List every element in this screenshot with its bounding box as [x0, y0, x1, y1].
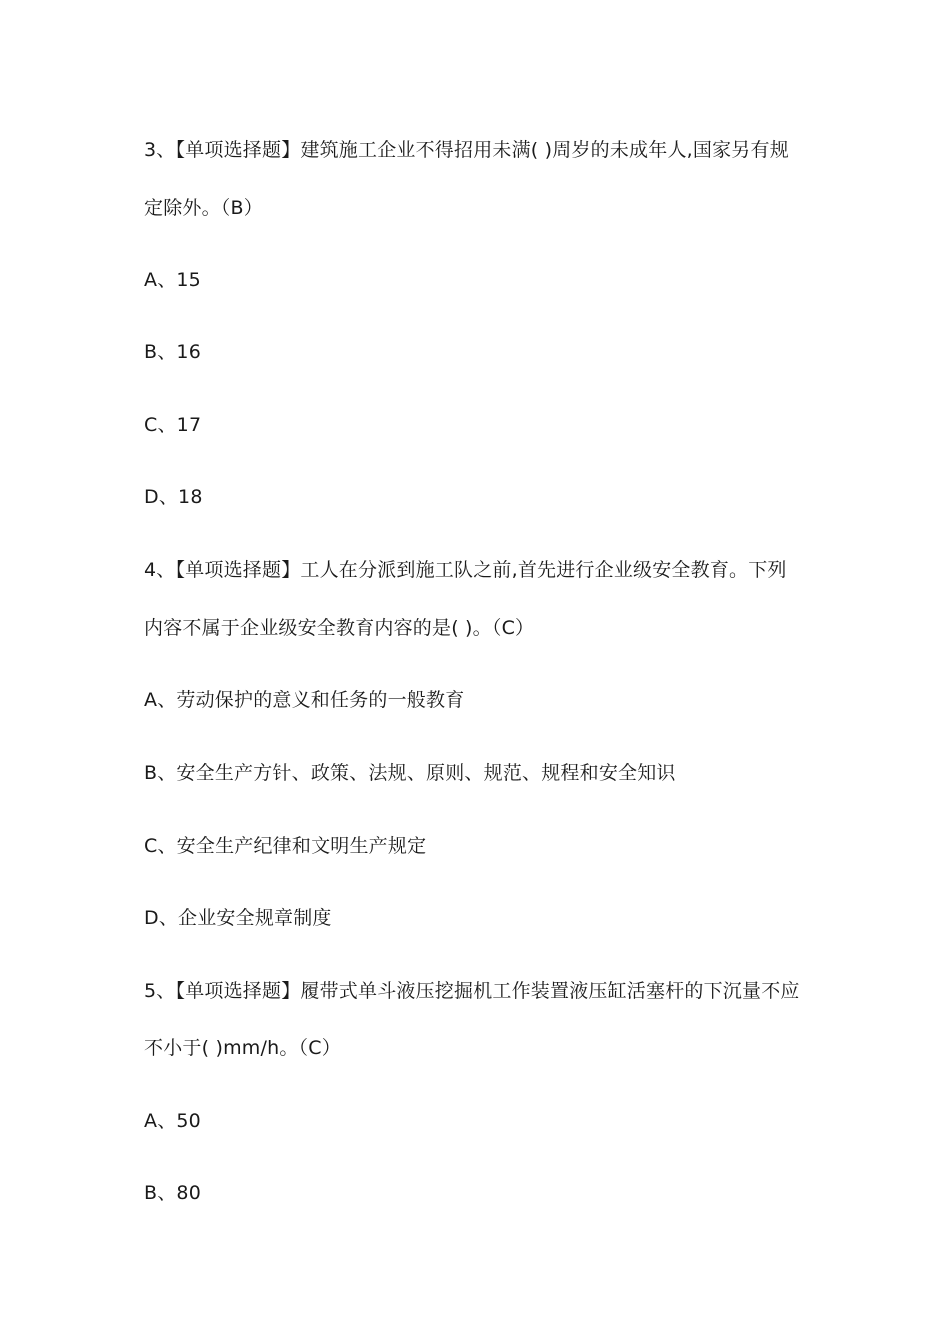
question-4-option-c: C、安全生产纪律和文明生产规定 — [144, 835, 427, 857]
question-3-stem-line-2: 定除外。（B） — [144, 197, 263, 219]
question-3-option-a: A、15 — [144, 269, 201, 291]
question-4-stem-line-1: 4、【单项选择题】工人在分派到施工队之前,首先进行企业级安全教育。下列 — [144, 559, 787, 581]
question-4-stem-line-2: 内容不属于企业级安全教育内容的是( )。（C） — [144, 617, 535, 639]
question-3-option-c: C、17 — [144, 414, 202, 436]
question-5-option-b: B、80 — [144, 1182, 202, 1204]
question-4-option-a: A、劳动保护的意义和任务的一般教育 — [144, 689, 465, 711]
question-4-option-d: D、企业安全规章制度 — [144, 907, 332, 929]
question-5-option-a: A、50 — [144, 1110, 201, 1132]
question-3-option-d: D、18 — [144, 486, 203, 508]
question-4-option-b: B、安全生产方针、政策、法规、原则、规范、规程和安全知识 — [144, 762, 676, 784]
question-5-stem-line-1: 5、【单项选择题】履带式单斗液压挖掘机工作装置液压缸活塞杆的下沉量不应 — [144, 980, 800, 1002]
question-3-stem-line-1: 3、【单项选择题】建筑施工企业不得招用未满( )周岁的未成年人,国家另有规 — [144, 139, 789, 161]
question-5-stem-line-2: 不小于( )mm/h。（C） — [144, 1037, 341, 1059]
question-3-option-b: B、16 — [144, 341, 202, 363]
